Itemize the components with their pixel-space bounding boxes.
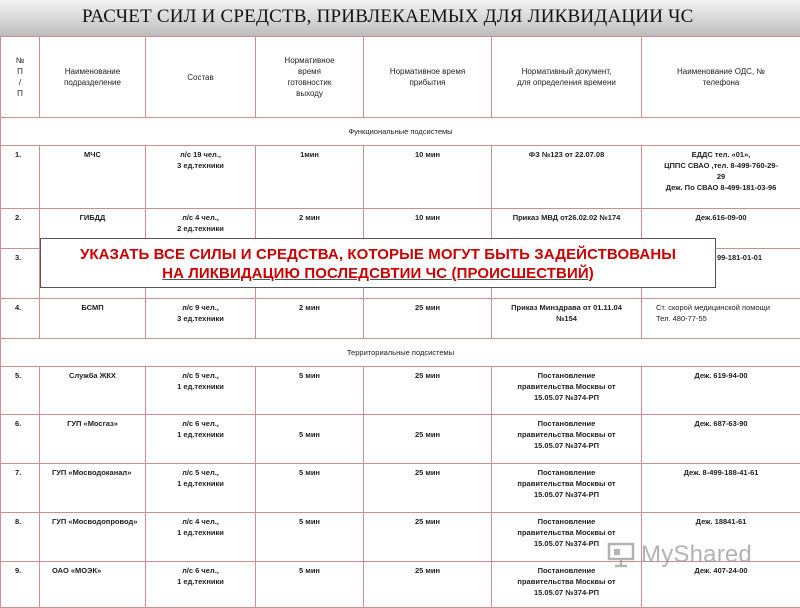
cell-arrival: 25 мин [364, 562, 492, 608]
cell-name: ГУП «Мосгаз» [40, 415, 146, 464]
cell-ods: Деж.616-09-00 [642, 209, 800, 249]
cell-ready-value: 5 мин [299, 418, 320, 440]
cell-ods: Деж. 687-63-90 [642, 415, 800, 464]
cell-arrival: 25 мин [364, 299, 492, 339]
watermark [607, 540, 752, 570]
cell-document: Постановление правительства Москвы от 15.05.07 №374-РП [492, 513, 642, 562]
cell-document: Постановление правительства Москвы от 15.05.07 №374-РП [492, 367, 642, 415]
cell-name: ГИБДД [40, 209, 146, 249]
cell-ods: Деж. 407-24-00 [642, 562, 800, 608]
col-header-name: Наименование подразделение [40, 37, 146, 118]
cell-composition: л/с 19 чел., 3 ед.техники [146, 146, 256, 209]
cell-num: 5. [1, 367, 40, 415]
col-header-ods: Наименование ОДС, № телефона [642, 37, 800, 118]
presentation-board-icon [607, 542, 635, 568]
cell-composition: л/с 4 чел., 2 ед.техники [146, 209, 256, 249]
cell-composition: л/с 4 чел., 1 ед.техники [146, 513, 256, 562]
cell-ready: 2 мин [256, 299, 364, 339]
cell-ods: 99-181-01-01 [642, 249, 800, 299]
cell-document: Постановление правительства Москвы от 15.05.07 №374-РП [492, 415, 642, 464]
table-row [1, 299, 800, 339]
table-row [1, 146, 800, 209]
section-row-territorial [1, 339, 800, 367]
cell-num: 4. [1, 299, 40, 339]
col-header-arrival-time: Нормативное время прибытия [364, 37, 492, 118]
section-row-functional [1, 118, 800, 146]
col-header-document: Нормативный документ, для определения времени [492, 37, 642, 118]
cell-arrival [364, 415, 492, 464]
section-title: Функциональные подсистемы [1, 118, 800, 146]
banner-line-2: НА ЛИКВИДАЦИЮ ПОСЛЕДСВТИИ ЧС (ПРОИСШЕСТВИЙ) [41, 264, 715, 283]
cell-arrival-value: 25 мин [415, 418, 440, 440]
cell-name: ГУП «Мосводопровод» [40, 513, 146, 562]
cell-composition: л/с 5 чел., 1 ед.техники [146, 464, 256, 513]
cell-name: МЧС [40, 146, 146, 209]
cell-ready: 5 мин [256, 513, 364, 562]
cell-arrival: 25 мин [364, 513, 492, 562]
cell-ods: Деж. 8-499-188-41-61 [642, 464, 800, 513]
cell-arrival: 25 мин [364, 367, 492, 415]
table-row [1, 464, 800, 513]
cell-num: 1. [1, 146, 40, 209]
title-bar [0, 0, 800, 37]
cell-document: Приказ Минздрава от 01.11.04 №154 [492, 299, 642, 339]
cell-num: 6. [1, 415, 40, 464]
cell-ods: Деж. 619-94-00 [642, 367, 800, 415]
cell-num: 9. [1, 562, 40, 608]
cell-ods: Ст. скорой медицинской помощи Тел. 480-77-55 [642, 299, 800, 339]
cell-num: 7. [1, 464, 40, 513]
cell-ods: ЕДДС тел. «01», ЦППС СВАО ,тел. 8-499-760-29- 29 Деж. По СВАО 8-499-181-03-96 [642, 146, 800, 209]
cell-composition: л/с 5 чел., 1 ед.техники [146, 367, 256, 415]
table-row [1, 415, 800, 464]
cell-ods: Деж. 18841-61 [642, 513, 800, 562]
col-header-ready-time: Нормативное время готовностик выходу [256, 37, 364, 118]
cell-ready: 5 мин [256, 367, 364, 415]
cell-ready: 1мин [256, 146, 364, 209]
cell-composition: л/с 6 чел., 1 ед.техники [146, 415, 256, 464]
cell-name: БСМП [40, 299, 146, 339]
cell-name: ОАО «МОЭК» [40, 562, 146, 608]
cell-document: ФЗ №123 от 22.07.08 [492, 146, 642, 209]
cell-arrival: 10 мин [364, 146, 492, 209]
col-header-composition: Состав [146, 37, 256, 118]
cell-composition: л/с 6 чел., 1 ед.техники [146, 562, 256, 608]
cell-composition: л/с 9 чел., 3 ед.техники [146, 299, 256, 339]
instruction-banner [40, 238, 716, 288]
cell-name: ГУП «Мосводоканал» [40, 464, 146, 513]
cell-num: 3. [1, 249, 40, 299]
cell-name: Служба ЖКХ [40, 367, 146, 415]
header-row [1, 37, 800, 118]
forces-table [0, 36, 800, 608]
cell-document: Постановление правительства Москвы от 15.05.07 №374-РП [492, 464, 642, 513]
page-title: РАСЧЕТ СИЛ И СРЕДСТВ, ПРИВЛЕКАЕМЫХ ДЛЯ ЛИКВИДАЦИИ ЧС [82, 6, 694, 28]
banner-line-1: УКАЗАТЬ ВСЕ СИЛЫ И СРЕДСТВА, КОТОРЫЕ МОГУТ БЫТЬ ЗАДЕЙСТВОВАНЫ [41, 245, 715, 264]
cell-document: Приказ МВД от26.02.02 №174 [492, 209, 642, 249]
cell-ready [256, 415, 364, 464]
cell-ready: 2 мин [256, 209, 364, 249]
cell-ready: 5 мин [256, 464, 364, 513]
section-title: Территориальные подсистемы [1, 339, 800, 367]
table-row [1, 367, 800, 415]
watermark-text: MyShared [641, 541, 752, 569]
col-header-num: № П / П [1, 37, 40, 118]
cell-arrival: 10 мин [364, 209, 492, 249]
cell-num: 2. [1, 209, 40, 249]
cell-arrival: 25 мин [364, 464, 492, 513]
cell-num: 8. [1, 513, 40, 562]
cell-document: Постановление правительства Москвы от 15.05.07 №374-РП [492, 562, 642, 608]
cell-ready: 5 мин [256, 562, 364, 608]
